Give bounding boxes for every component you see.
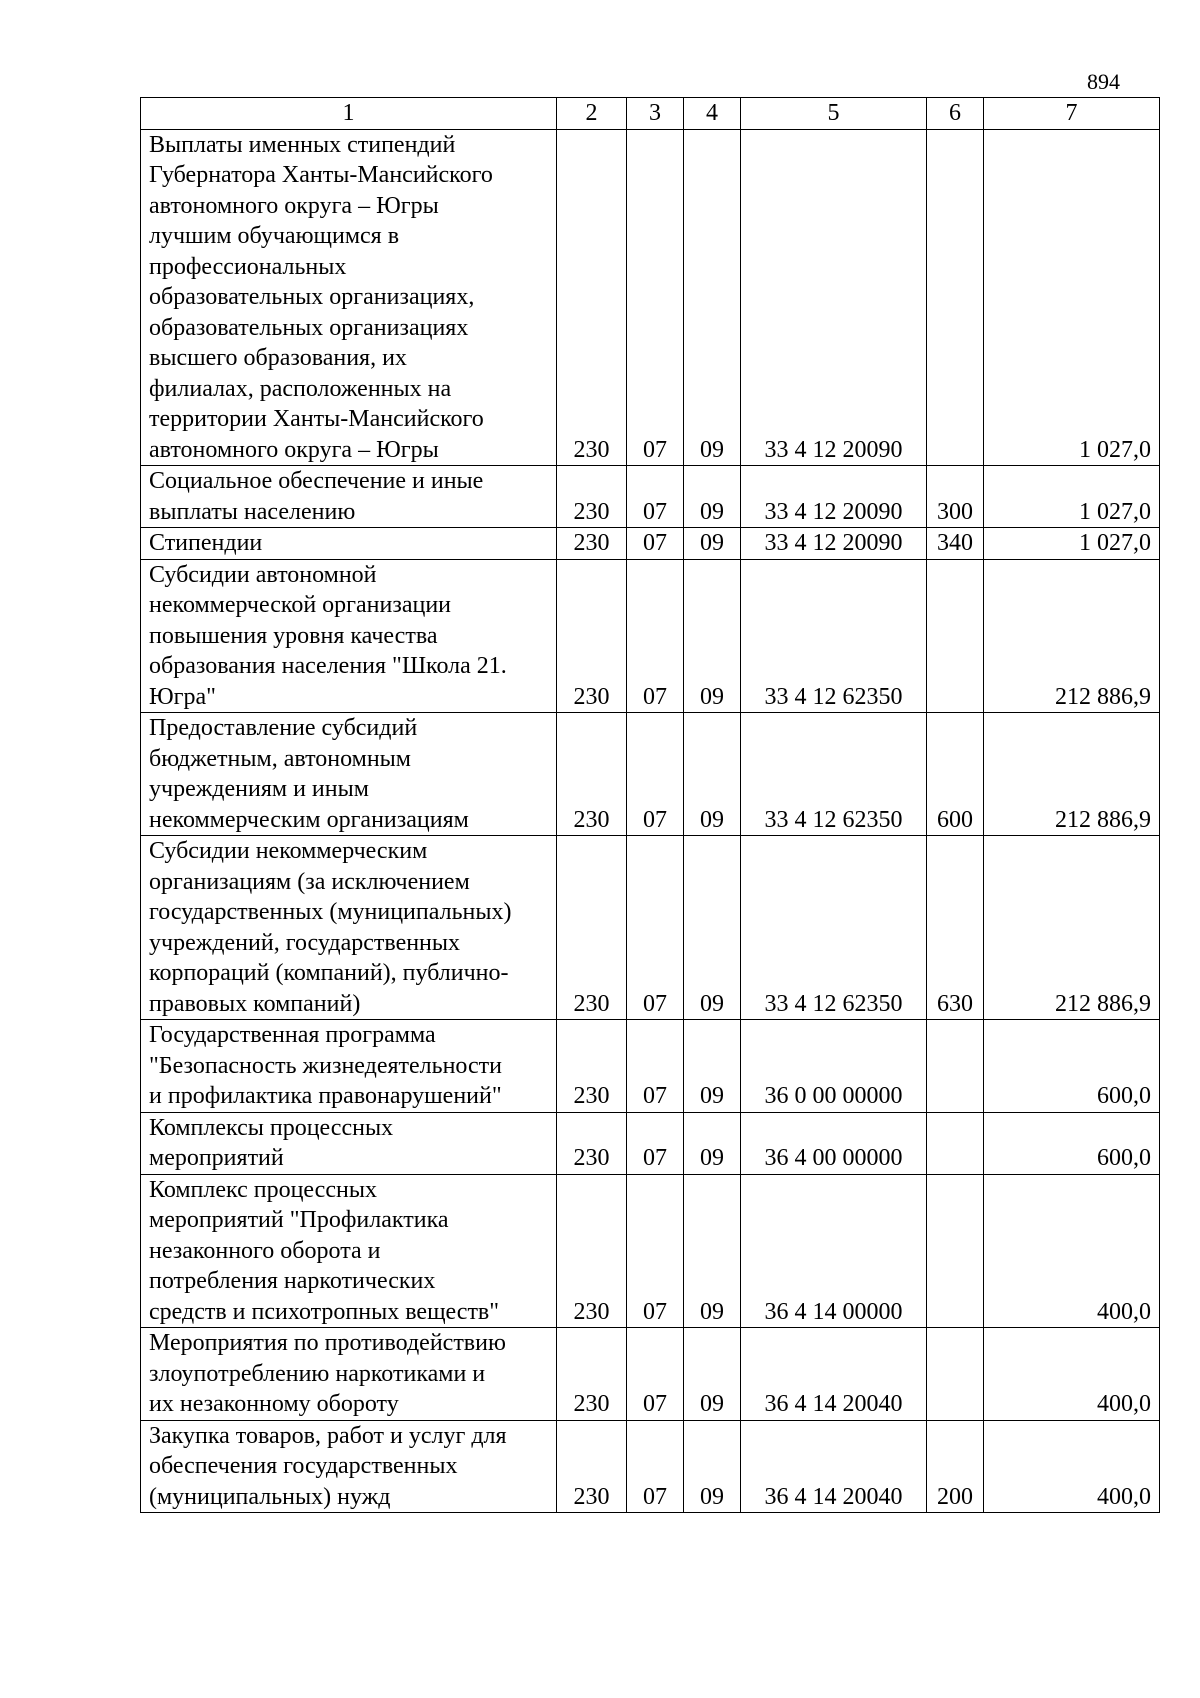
item-name-line: некоммерческой организации xyxy=(149,592,452,618)
amount-cell: 600,0 xyxy=(984,1112,1160,1174)
subsection-code-cell: 09 xyxy=(684,129,741,466)
item-name-line: Предоставление субсидий xyxy=(149,715,418,741)
item-name-cell xyxy=(141,528,557,560)
subsection-code-cell: 09 xyxy=(684,836,741,1020)
table-row xyxy=(141,713,1160,836)
item-name-line: Комплекс процессных xyxy=(149,1176,377,1203)
item-name-line: Мероприятия по противодействию xyxy=(149,1330,506,1356)
table-row xyxy=(141,836,1160,1020)
ministry-code-cell: 230 xyxy=(557,1328,627,1421)
item-name-line: средств и психотропных веществ" xyxy=(149,1298,500,1325)
target-article-cell: 33 4 12 20090 xyxy=(741,466,927,528)
item-name-line: Закупка товаров, работ и услуг для xyxy=(149,1422,507,1449)
subsection-code-cell: 09 xyxy=(684,713,741,836)
item-name-line: Югра" xyxy=(149,683,216,710)
table-row xyxy=(141,528,1160,560)
ministry-code-cell: 230 xyxy=(557,559,627,713)
item-name-line: мероприятий "Профилактика xyxy=(149,1207,449,1233)
section-code-cell: 07 xyxy=(627,559,684,713)
expense-type-cell xyxy=(927,1174,984,1328)
table-body xyxy=(141,129,1160,1513)
section-code-cell: 07 xyxy=(627,528,684,560)
amount-cell: 212 886,9 xyxy=(984,836,1160,1020)
section-code-cell: 07 xyxy=(627,1420,684,1513)
item-name-line: учреждениям и иным xyxy=(149,776,369,802)
target-article-cell: 33 4 12 62350 xyxy=(741,836,927,1020)
table-row xyxy=(141,559,1160,713)
amount-cell: 600,0 xyxy=(984,1020,1160,1113)
item-name-line: образования населения "Школа 21. xyxy=(149,653,507,679)
table-row xyxy=(141,1112,1160,1174)
section-code-cell: 07 xyxy=(627,1174,684,1328)
target-article-cell: 33 4 12 62350 xyxy=(741,559,927,713)
item-name-line: Комплексы процессных xyxy=(149,1114,394,1141)
amount-cell: 212 886,9 xyxy=(984,559,1160,713)
subsection-code-cell: 09 xyxy=(684,1112,741,1174)
ministry-code-cell: 230 xyxy=(557,713,627,836)
item-name-line: территории Ханты-Мансийского xyxy=(149,406,484,432)
item-name-line: лучшим обучающимся в xyxy=(149,223,400,249)
item-name-line: незаконного оборота и xyxy=(149,1237,381,1264)
column-header: 5 xyxy=(741,98,927,130)
table-header-row xyxy=(141,98,1160,130)
amount-cell: 212 886,9 xyxy=(984,713,1160,836)
subsection-code-cell: 09 xyxy=(684,559,741,713)
expense-type-cell: 300 xyxy=(927,466,984,528)
amount-cell: 1 027,0 xyxy=(984,528,1160,560)
ministry-code-cell: 230 xyxy=(557,1174,627,1328)
item-name-line: государственных (муниципальных) xyxy=(149,899,512,925)
expense-type-cell: 200 xyxy=(927,1420,984,1513)
item-name-cell xyxy=(141,713,557,836)
budget-table xyxy=(140,97,1160,1513)
table-row xyxy=(141,466,1160,528)
expense-type-cell xyxy=(927,1020,984,1113)
section-code-cell: 07 xyxy=(627,713,684,836)
table-row xyxy=(141,1174,1160,1328)
item-name-line: учреждений, государственных xyxy=(149,929,461,956)
item-name-line: правовых компаний) xyxy=(149,990,361,1017)
item-name-line: их незаконному обороту xyxy=(149,1391,399,1417)
item-name-line: (муниципальных) нужд xyxy=(149,1483,391,1510)
item-name-line: корпораций (компаний), публично- xyxy=(149,960,509,986)
ministry-code-cell: 230 xyxy=(557,836,627,1020)
item-name-line: Губернатора Ханты-Мансийского xyxy=(149,162,493,188)
item-name-cell xyxy=(141,1020,557,1113)
column-header: 3 xyxy=(627,98,684,130)
item-name-line: злоупотреблению наркотиками и xyxy=(149,1360,486,1387)
ministry-code-cell: 230 xyxy=(557,1112,627,1174)
target-article-cell: 36 4 14 20040 xyxy=(741,1420,927,1513)
item-name-cell xyxy=(141,129,557,466)
item-name-line: автономного округа – Югры xyxy=(149,192,439,219)
item-name-cell xyxy=(141,836,557,1020)
item-name-cell xyxy=(141,1174,557,1328)
target-article-cell: 36 4 14 00000 xyxy=(741,1174,927,1328)
subsection-code-cell: 09 xyxy=(684,1420,741,1513)
item-name-line: автономного округа – Югры xyxy=(149,436,439,463)
page-number: 894 xyxy=(1087,69,1120,94)
section-code-cell: 07 xyxy=(627,1328,684,1421)
item-name-line: профессиональных xyxy=(149,253,347,280)
column-header: 2 xyxy=(557,98,627,130)
item-name-line: выплаты населению xyxy=(149,498,356,525)
table-row xyxy=(141,1020,1160,1113)
subsection-code-cell: 09 xyxy=(684,466,741,528)
item-name-line: организациям (за исключением xyxy=(149,868,470,895)
item-name-line: образовательных организациях xyxy=(149,314,469,341)
item-name-line: Стипендии xyxy=(149,530,263,556)
item-name-line: некоммерческим организациям xyxy=(149,806,469,833)
section-code-cell: 07 xyxy=(627,1020,684,1113)
table-row xyxy=(141,1328,1160,1421)
item-name-line: потребления наркотических xyxy=(149,1268,436,1294)
ministry-code-cell: 230 xyxy=(557,129,627,466)
item-name-line: "Безопасность жизнедеятельности xyxy=(149,1052,503,1079)
item-name-cell xyxy=(141,1328,557,1421)
item-name-line: Субсидии некоммерческим xyxy=(149,838,428,864)
column-header: 6 xyxy=(927,98,984,130)
item-name-line: повышения уровня качества xyxy=(149,622,438,649)
ministry-code-cell: 230 xyxy=(557,1420,627,1513)
column-header: 7 xyxy=(984,98,1160,130)
expense-type-cell: 630 xyxy=(927,836,984,1020)
subsection-code-cell: 09 xyxy=(684,1174,741,1328)
item-name-line: Государственная программа xyxy=(149,1022,436,1048)
item-name-line: бюджетным, автономным xyxy=(149,745,411,772)
table-row xyxy=(141,129,1160,466)
section-code-cell: 07 xyxy=(627,1112,684,1174)
amount-cell: 400,0 xyxy=(984,1328,1160,1421)
subsection-code-cell: 09 xyxy=(684,1328,741,1421)
expense-type-cell xyxy=(927,1328,984,1421)
expense-type-cell xyxy=(927,129,984,466)
section-code-cell: 07 xyxy=(627,836,684,1020)
item-name-line: и профилактика правонарушений" xyxy=(149,1083,502,1109)
item-name-line: образовательных организациях, xyxy=(149,284,475,310)
ministry-code-cell: 230 xyxy=(557,1020,627,1113)
item-name-cell xyxy=(141,1420,557,1513)
section-code-cell: 07 xyxy=(627,129,684,466)
target-article-cell: 36 4 00 00000 xyxy=(741,1112,927,1174)
target-article-cell: 36 0 00 00000 xyxy=(741,1020,927,1113)
ministry-code-cell: 230 xyxy=(557,528,627,560)
expense-type-cell: 600 xyxy=(927,713,984,836)
item-name-line: высшего образования, их xyxy=(149,345,407,371)
expense-type-cell xyxy=(927,559,984,713)
item-name-line: Выплаты именных стипендий xyxy=(149,131,456,158)
subsection-code-cell: 09 xyxy=(684,1020,741,1113)
table-row xyxy=(141,1420,1160,1513)
amount-cell: 1 027,0 xyxy=(984,129,1160,466)
target-article-cell: 33 4 12 20090 xyxy=(741,129,927,466)
amount-cell: 400,0 xyxy=(984,1420,1160,1513)
expense-type-cell: 340 xyxy=(927,528,984,560)
item-name-line: Субсидии автономной xyxy=(149,561,377,588)
item-name-line: филиалах, расположенных на xyxy=(149,375,452,402)
expense-type-cell xyxy=(927,1112,984,1174)
column-header: 4 xyxy=(684,98,741,130)
target-article-cell: 36 4 14 20040 xyxy=(741,1328,927,1421)
item-name-line: мероприятий xyxy=(149,1145,284,1171)
item-name-line: Социальное обеспечение и иные xyxy=(149,468,484,494)
subsection-code-cell: 09 xyxy=(684,528,741,560)
section-code-cell: 07 xyxy=(627,466,684,528)
item-name-cell xyxy=(141,1112,557,1174)
amount-cell: 400,0 xyxy=(984,1174,1160,1328)
target-article-cell: 33 4 12 20090 xyxy=(741,528,927,560)
item-name-cell xyxy=(141,559,557,713)
amount-cell: 1 027,0 xyxy=(984,466,1160,528)
target-article-cell: 33 4 12 62350 xyxy=(741,713,927,836)
item-name-cell xyxy=(141,466,557,528)
item-name-line: обеспечения государственных xyxy=(149,1453,458,1479)
ministry-code-cell: 230 xyxy=(557,466,627,528)
column-header: 1 xyxy=(141,98,557,130)
